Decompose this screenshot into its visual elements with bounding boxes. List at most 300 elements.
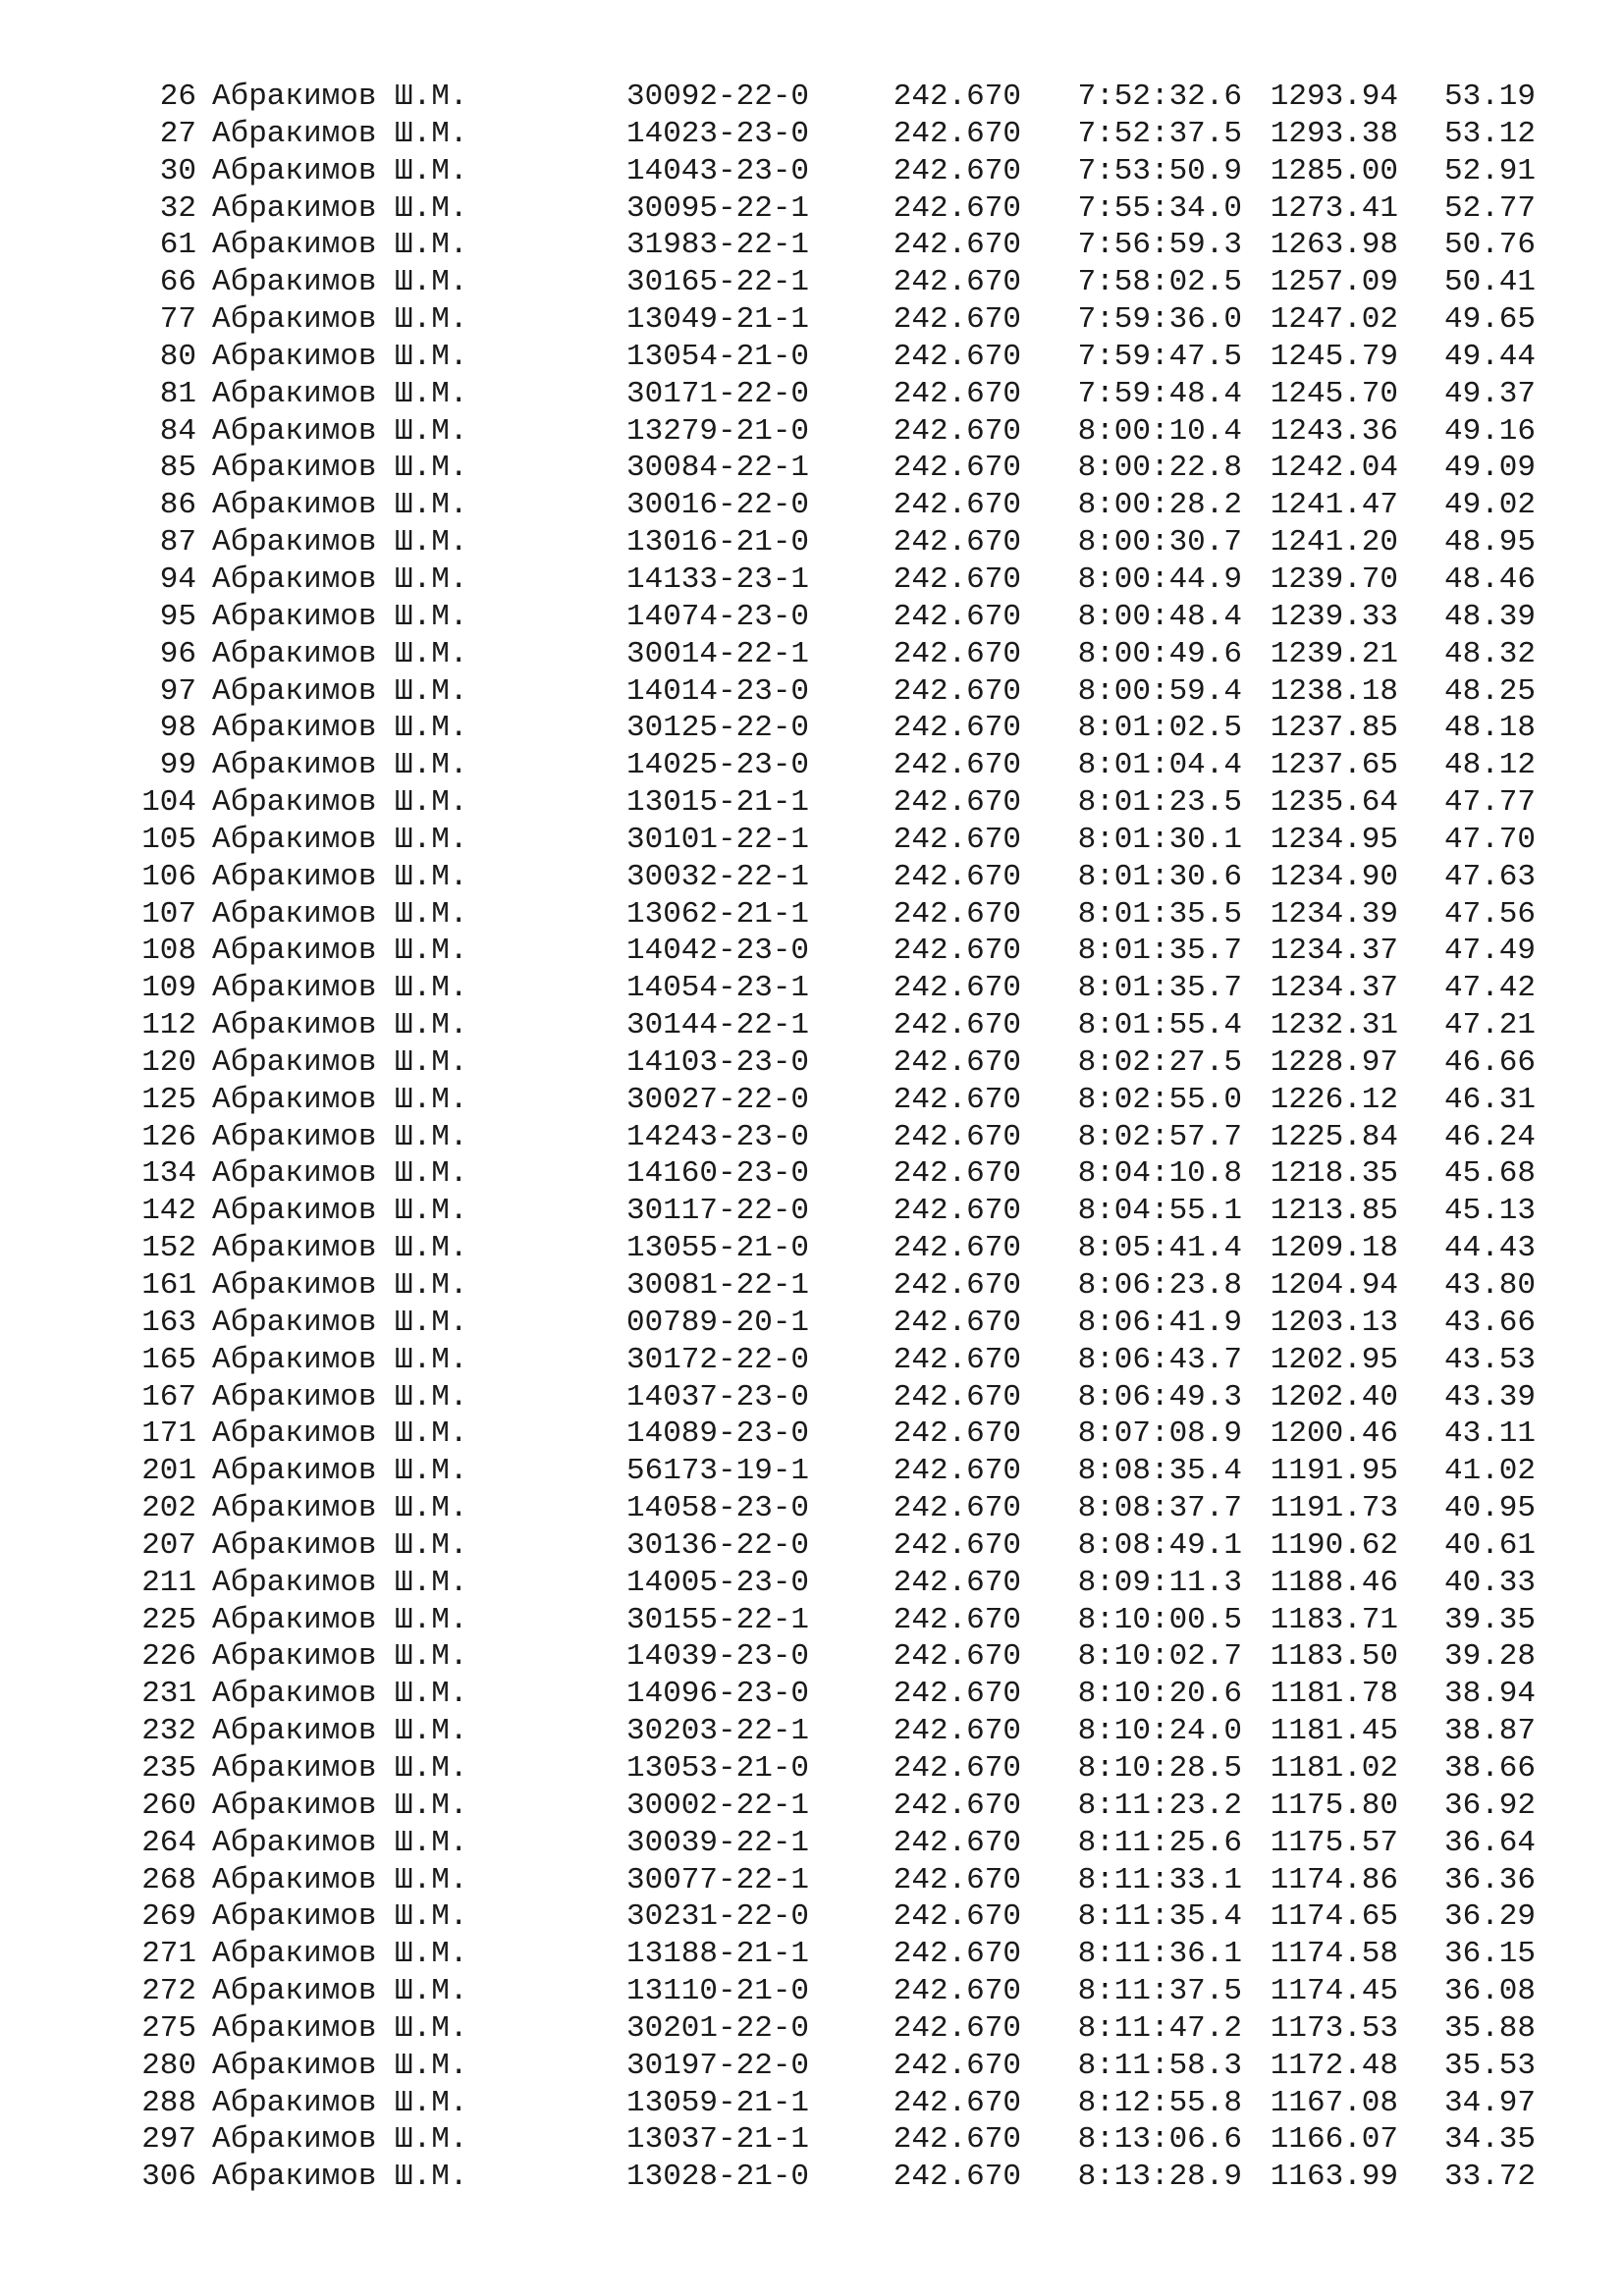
distance-cell: 242.670: [893, 1788, 1021, 1823]
points-cell: 39.35: [1443, 1602, 1536, 1637]
time-cell: 8:02:57.7: [1077, 1119, 1242, 1154]
ring-number-cell: 14025-23-0: [626, 748, 810, 783]
speed-cell: 1175.57: [1270, 1825, 1398, 1860]
name-cell: Абракимов Ш.М.: [212, 451, 468, 486]
time-cell: 8:04:10.8: [1077, 1156, 1242, 1192]
points-cell: 40.95: [1443, 1491, 1536, 1526]
name-cell: Абракимов Ш.М.: [212, 1342, 468, 1377]
ring-number-cell: 30014-22-1: [626, 636, 810, 671]
points-cell: 49.02: [1443, 488, 1536, 523]
time-cell: 8:08:35.4: [1077, 1454, 1242, 1489]
name-cell: Абракимов Ш.М.: [212, 2122, 468, 2158]
place-cell: 61: [159, 228, 196, 263]
name-cell: Абракимов Ш.М.: [212, 1379, 468, 1415]
distance-cell: 242.670: [893, 1454, 1021, 1489]
place-cell: 288: [141, 2085, 196, 2120]
time-cell: 8:11:25.6: [1077, 1825, 1242, 1860]
distance-cell: 242.670: [893, 1156, 1021, 1192]
table-row: [0, 896, 1624, 934]
table-row: [0, 2121, 1624, 2159]
place-cell: 134: [141, 1156, 196, 1192]
name-cell: Абракимов Ш.М.: [212, 859, 468, 894]
time-cell: 8:02:27.5: [1077, 1044, 1242, 1080]
time-cell: 7:52:32.6: [1077, 80, 1242, 114]
speed-cell: 1188.46: [1270, 1565, 1398, 1600]
table-row: [0, 747, 1624, 784]
time-cell: 8:09:11.3: [1077, 1565, 1242, 1600]
place-cell: 94: [159, 561, 196, 597]
ring-number-cell: 13015-21-1: [626, 785, 810, 821]
ring-number-cell: 14089-23-0: [626, 1416, 810, 1452]
time-cell: 8:04:55.1: [1077, 1194, 1242, 1229]
ring-number-cell: 30092-22-0: [626, 80, 810, 114]
speed-cell: 1234.37: [1270, 934, 1398, 969]
speed-cell: 1243.36: [1270, 413, 1398, 449]
ring-number-cell: 30172-22-0: [626, 1342, 810, 1377]
name-cell: Абракимов Ш.М.: [212, 1899, 468, 1935]
name-cell: Абракимов Ш.М.: [212, 1788, 468, 1823]
name-cell: Абракимов Ш.М.: [212, 339, 468, 374]
name-cell: Абракимов Ш.М.: [212, 265, 468, 300]
points-cell: 35.88: [1443, 2010, 1536, 2046]
place-cell: 77: [159, 302, 196, 338]
time-cell: 8:01:35.7: [1077, 934, 1242, 969]
speed-cell: 1191.73: [1270, 1491, 1398, 1526]
name-cell: Абракимов Ш.М.: [212, 1416, 468, 1452]
time-cell: 8:06:49.3: [1077, 1379, 1242, 1415]
points-cell: 48.12: [1443, 748, 1536, 783]
points-cell: 45.13: [1443, 1194, 1536, 1229]
ring-number-cell: 14014-23-0: [626, 673, 810, 709]
points-cell: 49.37: [1443, 376, 1536, 411]
table-row: [0, 79, 1624, 116]
ring-number-cell: 30039-22-1: [626, 1825, 810, 1860]
distance-cell: 242.670: [893, 1194, 1021, 1229]
time-cell: 8:06:41.9: [1077, 1305, 1242, 1340]
ring-number-cell: 30084-22-1: [626, 451, 810, 486]
speed-cell: 1174.45: [1270, 1974, 1398, 2009]
table-row: [0, 859, 1624, 896]
name-cell: Абракимов Ш.М.: [212, 1119, 468, 1154]
table-row: [0, 2010, 1624, 2048]
place-cell: 125: [141, 1082, 196, 1117]
name-cell: Абракимов Ш.М.: [212, 190, 468, 226]
distance-cell: 242.670: [893, 1008, 1021, 1043]
distance-cell: 242.670: [893, 1342, 1021, 1377]
table-row: [0, 1119, 1624, 1156]
ring-number-cell: 30203-22-1: [626, 1714, 810, 1749]
place-cell: 107: [141, 896, 196, 932]
time-cell: 8:11:23.2: [1077, 1788, 1242, 1823]
time-cell: 8:01:35.5: [1077, 896, 1242, 932]
speed-cell: 1209.18: [1270, 1231, 1398, 1266]
speed-cell: 1285.00: [1270, 153, 1398, 188]
table-row: [0, 1713, 1624, 1750]
name-cell: Абракимов Ш.М.: [212, 1305, 468, 1340]
distance-cell: 242.670: [893, 711, 1021, 746]
place-cell: 98: [159, 711, 196, 746]
time-cell: 8:01:30.6: [1077, 859, 1242, 894]
table-row: [0, 1788, 1624, 1825]
table-row: [0, 1193, 1624, 1230]
ring-number-cell: 13279-21-0: [626, 413, 810, 449]
name-cell: Абракимов Ш.М.: [212, 376, 468, 411]
time-cell: 8:00:59.4: [1077, 673, 1242, 709]
ring-number-cell: 14043-23-0: [626, 153, 810, 188]
place-cell: 97: [159, 673, 196, 709]
table-row: [0, 822, 1624, 859]
table-row: [0, 264, 1624, 301]
distance-cell: 242.670: [893, 339, 1021, 374]
speed-cell: 1190.62: [1270, 1527, 1398, 1563]
ring-number-cell: 31983-22-1: [626, 228, 810, 263]
table-row: [0, 487, 1624, 524]
ring-number-cell: 13016-21-0: [626, 525, 810, 561]
distance-cell: 242.670: [893, 2048, 1021, 2083]
points-cell: 36.15: [1443, 1937, 1536, 1972]
distance-cell: 242.670: [893, 1416, 1021, 1452]
points-cell: 43.66: [1443, 1305, 1536, 1340]
points-cell: 53.19: [1443, 80, 1536, 114]
place-cell: 96: [159, 636, 196, 671]
name-cell: Абракимов Ш.М.: [212, 413, 468, 449]
name-cell: Абракимов Ш.М.: [212, 1008, 468, 1043]
name-cell: Абракимов Ш.М.: [212, 1194, 468, 1229]
speed-cell: 1181.78: [1270, 1677, 1398, 1712]
speed-cell: 1247.02: [1270, 302, 1398, 338]
time-cell: 8:11:35.4: [1077, 1899, 1242, 1935]
table-row: [0, 1415, 1624, 1453]
speed-cell: 1181.45: [1270, 1714, 1398, 1749]
name-cell: Абракимов Ш.М.: [212, 1750, 468, 1786]
time-cell: 8:01:35.7: [1077, 971, 1242, 1006]
place-cell: 165: [141, 1342, 196, 1377]
points-cell: 34.35: [1443, 2122, 1536, 2158]
time-cell: 8:11:36.1: [1077, 1937, 1242, 1972]
name-cell: Абракимов Ш.М.: [212, 1491, 468, 1526]
distance-cell: 242.670: [893, 1268, 1021, 1303]
speed-cell: 1237.85: [1270, 711, 1398, 746]
speed-cell: 1235.64: [1270, 785, 1398, 821]
time-cell: 8:08:49.1: [1077, 1527, 1242, 1563]
points-cell: 46.24: [1443, 1119, 1536, 1154]
name-cell: Абракимов Ш.М.: [212, 1231, 468, 1266]
distance-cell: 242.670: [893, 2122, 1021, 2158]
ring-number-cell: 14039-23-0: [626, 1639, 810, 1675]
speed-cell: 1263.98: [1270, 228, 1398, 263]
time-cell: 8:11:58.3: [1077, 2048, 1242, 2083]
name-cell: Абракимов Ш.М.: [212, 2160, 468, 2195]
speed-cell: 1183.71: [1270, 1602, 1398, 1637]
place-cell: 161: [141, 1268, 196, 1303]
speed-cell: 1228.97: [1270, 1044, 1398, 1080]
ring-number-cell: 14005-23-0: [626, 1565, 810, 1600]
place-cell: 26: [159, 80, 196, 114]
points-cell: 52.77: [1443, 190, 1536, 226]
points-cell: 48.46: [1443, 561, 1536, 597]
time-cell: 8:10:00.5: [1077, 1602, 1242, 1637]
place-cell: 66: [159, 265, 196, 300]
table-row: [0, 1342, 1624, 1379]
points-cell: 53.12: [1443, 116, 1536, 151]
points-cell: 36.36: [1443, 1862, 1536, 1897]
speed-cell: 1239.70: [1270, 561, 1398, 597]
ring-number-cell: 30095-22-1: [626, 190, 810, 226]
points-cell: 34.97: [1443, 2085, 1536, 2120]
ring-number-cell: 30027-22-0: [626, 1082, 810, 1117]
name-cell: Абракимов Ш.М.: [212, 1454, 468, 1489]
time-cell: 8:11:47.2: [1077, 2010, 1242, 2046]
table-row: [0, 190, 1624, 228]
ring-number-cell: 30201-22-0: [626, 2010, 810, 2046]
speed-cell: 1183.50: [1270, 1639, 1398, 1675]
place-cell: 272: [141, 1974, 196, 2009]
table-row: [0, 1527, 1624, 1565]
place-cell: 231: [141, 1677, 196, 1712]
time-cell: 8:02:55.0: [1077, 1082, 1242, 1117]
points-cell: 49.44: [1443, 339, 1536, 374]
speed-cell: 1245.79: [1270, 339, 1398, 374]
points-cell: 38.66: [1443, 1750, 1536, 1786]
table-row: [0, 636, 1624, 673]
place-cell: 80: [159, 339, 196, 374]
ring-number-cell: 14096-23-0: [626, 1677, 810, 1712]
distance-cell: 242.670: [893, 2085, 1021, 2120]
place-cell: 27: [159, 116, 196, 151]
distance-cell: 242.670: [893, 153, 1021, 188]
speed-cell: 1238.18: [1270, 673, 1398, 709]
time-cell: 8:00:44.9: [1077, 561, 1242, 597]
distance-cell: 242.670: [893, 1677, 1021, 1712]
ring-number-cell: 14058-23-0: [626, 1491, 810, 1526]
points-cell: 47.56: [1443, 896, 1536, 932]
place-cell: 171: [141, 1416, 196, 1452]
points-cell: 43.80: [1443, 1268, 1536, 1303]
distance-cell: 242.670: [893, 1862, 1021, 1897]
place-cell: 271: [141, 1937, 196, 1972]
speed-cell: 1167.08: [1270, 2085, 1398, 2120]
speed-cell: 1234.39: [1270, 896, 1398, 932]
speed-cell: 1232.31: [1270, 1008, 1398, 1043]
points-cell: 49.16: [1443, 413, 1536, 449]
points-cell: 44.43: [1443, 1231, 1536, 1266]
table-row: [0, 1490, 1624, 1527]
table-row: [0, 933, 1624, 970]
speed-cell: 1203.13: [1270, 1305, 1398, 1340]
time-cell: 8:00:49.6: [1077, 636, 1242, 671]
speed-cell: 1293.94: [1270, 80, 1398, 114]
place-cell: 32: [159, 190, 196, 226]
time-cell: 8:06:43.7: [1077, 1342, 1242, 1377]
name-cell: Абракимов Ш.М.: [212, 971, 468, 1006]
distance-cell: 242.670: [893, 859, 1021, 894]
points-cell: 36.08: [1443, 1974, 1536, 2009]
speed-cell: 1234.95: [1270, 822, 1398, 857]
name-cell: Абракимов Ш.М.: [212, 1527, 468, 1563]
distance-cell: 242.670: [893, 1527, 1021, 1563]
distance-cell: 242.670: [893, 1825, 1021, 1860]
speed-cell: 1239.21: [1270, 636, 1398, 671]
ring-number-cell: 30002-22-1: [626, 1788, 810, 1823]
distance-cell: 242.670: [893, 561, 1021, 597]
name-cell: Абракимов Ш.М.: [212, 2085, 468, 2120]
table-row: [0, 1007, 1624, 1044]
speed-cell: 1181.02: [1270, 1750, 1398, 1786]
ring-number-cell: 14023-23-0: [626, 116, 810, 151]
ring-number-cell: 30136-22-0: [626, 1527, 810, 1563]
name-cell: Абракимов Ш.М.: [212, 80, 468, 114]
name-cell: Абракимов Ш.М.: [212, 1268, 468, 1303]
ring-number-cell: 13055-21-0: [626, 1231, 810, 1266]
distance-cell: 242.670: [893, 1044, 1021, 1080]
time-cell: 8:08:37.7: [1077, 1491, 1242, 1526]
distance-cell: 242.670: [893, 636, 1021, 671]
speed-cell: 1191.95: [1270, 1454, 1398, 1489]
ring-number-cell: 00789-20-1: [626, 1305, 810, 1340]
time-cell: 8:10:02.7: [1077, 1639, 1242, 1675]
time-cell: 7:55:34.0: [1077, 190, 1242, 226]
ring-number-cell: 30117-22-0: [626, 1194, 810, 1229]
place-cell: 306: [141, 2160, 196, 2195]
speed-cell: 1174.86: [1270, 1862, 1398, 1897]
distance-cell: 242.670: [893, 748, 1021, 783]
speed-cell: 1213.85: [1270, 1194, 1398, 1229]
distance-cell: 242.670: [893, 1937, 1021, 1972]
ring-number-cell: 30197-22-0: [626, 2048, 810, 2083]
table-row: [0, 153, 1624, 190]
distance-cell: 242.670: [893, 896, 1021, 932]
results-table: [0, 79, 1624, 2196]
table-row: [0, 1936, 1624, 1973]
time-cell: 8:01:04.4: [1077, 748, 1242, 783]
points-cell: 33.72: [1443, 2160, 1536, 2195]
ring-number-cell: 14037-23-0: [626, 1379, 810, 1415]
speed-cell: 1174.65: [1270, 1899, 1398, 1935]
time-cell: 7:58:02.5: [1077, 265, 1242, 300]
time-cell: 7:52:37.5: [1077, 116, 1242, 151]
time-cell: 8:01:23.5: [1077, 785, 1242, 821]
place-cell: 225: [141, 1602, 196, 1637]
points-cell: 43.53: [1443, 1342, 1536, 1377]
ring-number-cell: 14103-23-0: [626, 1044, 810, 1080]
table-row: [0, 376, 1624, 413]
place-cell: 152: [141, 1231, 196, 1266]
name-cell: Абракимов Ш.М.: [212, 153, 468, 188]
name-cell: Абракимов Ш.М.: [212, 1156, 468, 1192]
name-cell: Абракимов Ш.М.: [212, 561, 468, 597]
name-cell: Абракимов Ш.М.: [212, 1862, 468, 1897]
distance-cell: 242.670: [893, 785, 1021, 821]
place-cell: 85: [159, 451, 196, 486]
time-cell: 8:13:06.6: [1077, 2122, 1242, 2158]
name-cell: Абракимов Ш.М.: [212, 785, 468, 821]
distance-cell: 242.670: [893, 2160, 1021, 2195]
speed-cell: 1172.48: [1270, 2048, 1398, 2083]
distance-cell: 242.670: [893, 525, 1021, 561]
place-cell: 207: [141, 1527, 196, 1563]
name-cell: Абракимов Ш.М.: [212, 822, 468, 857]
time-cell: 8:01:55.4: [1077, 1008, 1242, 1043]
points-cell: 49.09: [1443, 451, 1536, 486]
speed-cell: 1241.20: [1270, 525, 1398, 561]
time-cell: 8:12:55.8: [1077, 2085, 1242, 2120]
place-cell: 269: [141, 1899, 196, 1935]
ring-number-cell: 30165-22-1: [626, 265, 810, 300]
table-row: [0, 1676, 1624, 1713]
name-cell: Абракимов Ш.М.: [212, 525, 468, 561]
distance-cell: 242.670: [893, 1639, 1021, 1675]
place-cell: 275: [141, 2010, 196, 2046]
time-cell: 8:01:02.5: [1077, 711, 1242, 746]
table-row: [0, 1453, 1624, 1490]
table-row: [0, 1044, 1624, 1082]
points-cell: 46.31: [1443, 1082, 1536, 1117]
ring-number-cell: 13054-21-0: [626, 339, 810, 374]
place-cell: 167: [141, 1379, 196, 1415]
place-cell: 120: [141, 1044, 196, 1080]
name-cell: Абракимов Ш.М.: [212, 1044, 468, 1080]
name-cell: Абракимов Ш.М.: [212, 711, 468, 746]
distance-cell: 242.670: [893, 1082, 1021, 1117]
ring-number-cell: 30101-22-1: [626, 822, 810, 857]
place-cell: 112: [141, 1008, 196, 1043]
ring-number-cell: 14074-23-0: [626, 599, 810, 634]
distance-cell: 242.670: [893, 1714, 1021, 1749]
distance-cell: 242.670: [893, 190, 1021, 226]
distance-cell: 242.670: [893, 673, 1021, 709]
place-cell: 260: [141, 1788, 196, 1823]
time-cell: 7:59:36.0: [1077, 302, 1242, 338]
distance-cell: 242.670: [893, 265, 1021, 300]
distance-cell: 242.670: [893, 1602, 1021, 1637]
table-row: [0, 1638, 1624, 1676]
points-cell: 39.28: [1443, 1639, 1536, 1675]
points-cell: 47.77: [1443, 785, 1536, 821]
time-cell: 8:00:10.4: [1077, 413, 1242, 449]
table-row: [0, 1825, 1624, 1862]
time-cell: 8:00:28.2: [1077, 488, 1242, 523]
place-cell: 280: [141, 2048, 196, 2083]
name-cell: Абракимов Ш.М.: [212, 636, 468, 671]
points-cell: 49.65: [1443, 302, 1536, 338]
time-cell: 8:00:30.7: [1077, 525, 1242, 561]
table-row: [0, 413, 1624, 451]
place-cell: 201: [141, 1454, 196, 1489]
speed-cell: 1166.07: [1270, 2122, 1398, 2158]
speed-cell: 1202.95: [1270, 1342, 1398, 1377]
table-row: [0, 2048, 1624, 2085]
ring-number-cell: 30016-22-0: [626, 488, 810, 523]
time-cell: 8:10:28.5: [1077, 1750, 1242, 1786]
place-cell: 163: [141, 1305, 196, 1340]
table-row: [0, 561, 1624, 599]
time-cell: 8:00:22.8: [1077, 451, 1242, 486]
place-cell: 264: [141, 1825, 196, 1860]
speed-cell: 1234.37: [1270, 971, 1398, 1006]
place-cell: 268: [141, 1862, 196, 1897]
ring-number-cell: 13110-21-0: [626, 1974, 810, 2009]
ring-number-cell: 13062-21-1: [626, 896, 810, 932]
place-cell: 99: [159, 748, 196, 783]
place-cell: 30: [159, 153, 196, 188]
name-cell: Абракимов Ш.М.: [212, 302, 468, 338]
time-cell: 8:05:41.4: [1077, 1231, 1242, 1266]
table-row: [0, 524, 1624, 561]
points-cell: 40.33: [1443, 1565, 1536, 1600]
points-cell: 48.95: [1443, 525, 1536, 561]
table-row: [0, 970, 1624, 1007]
speed-cell: 1237.65: [1270, 748, 1398, 783]
